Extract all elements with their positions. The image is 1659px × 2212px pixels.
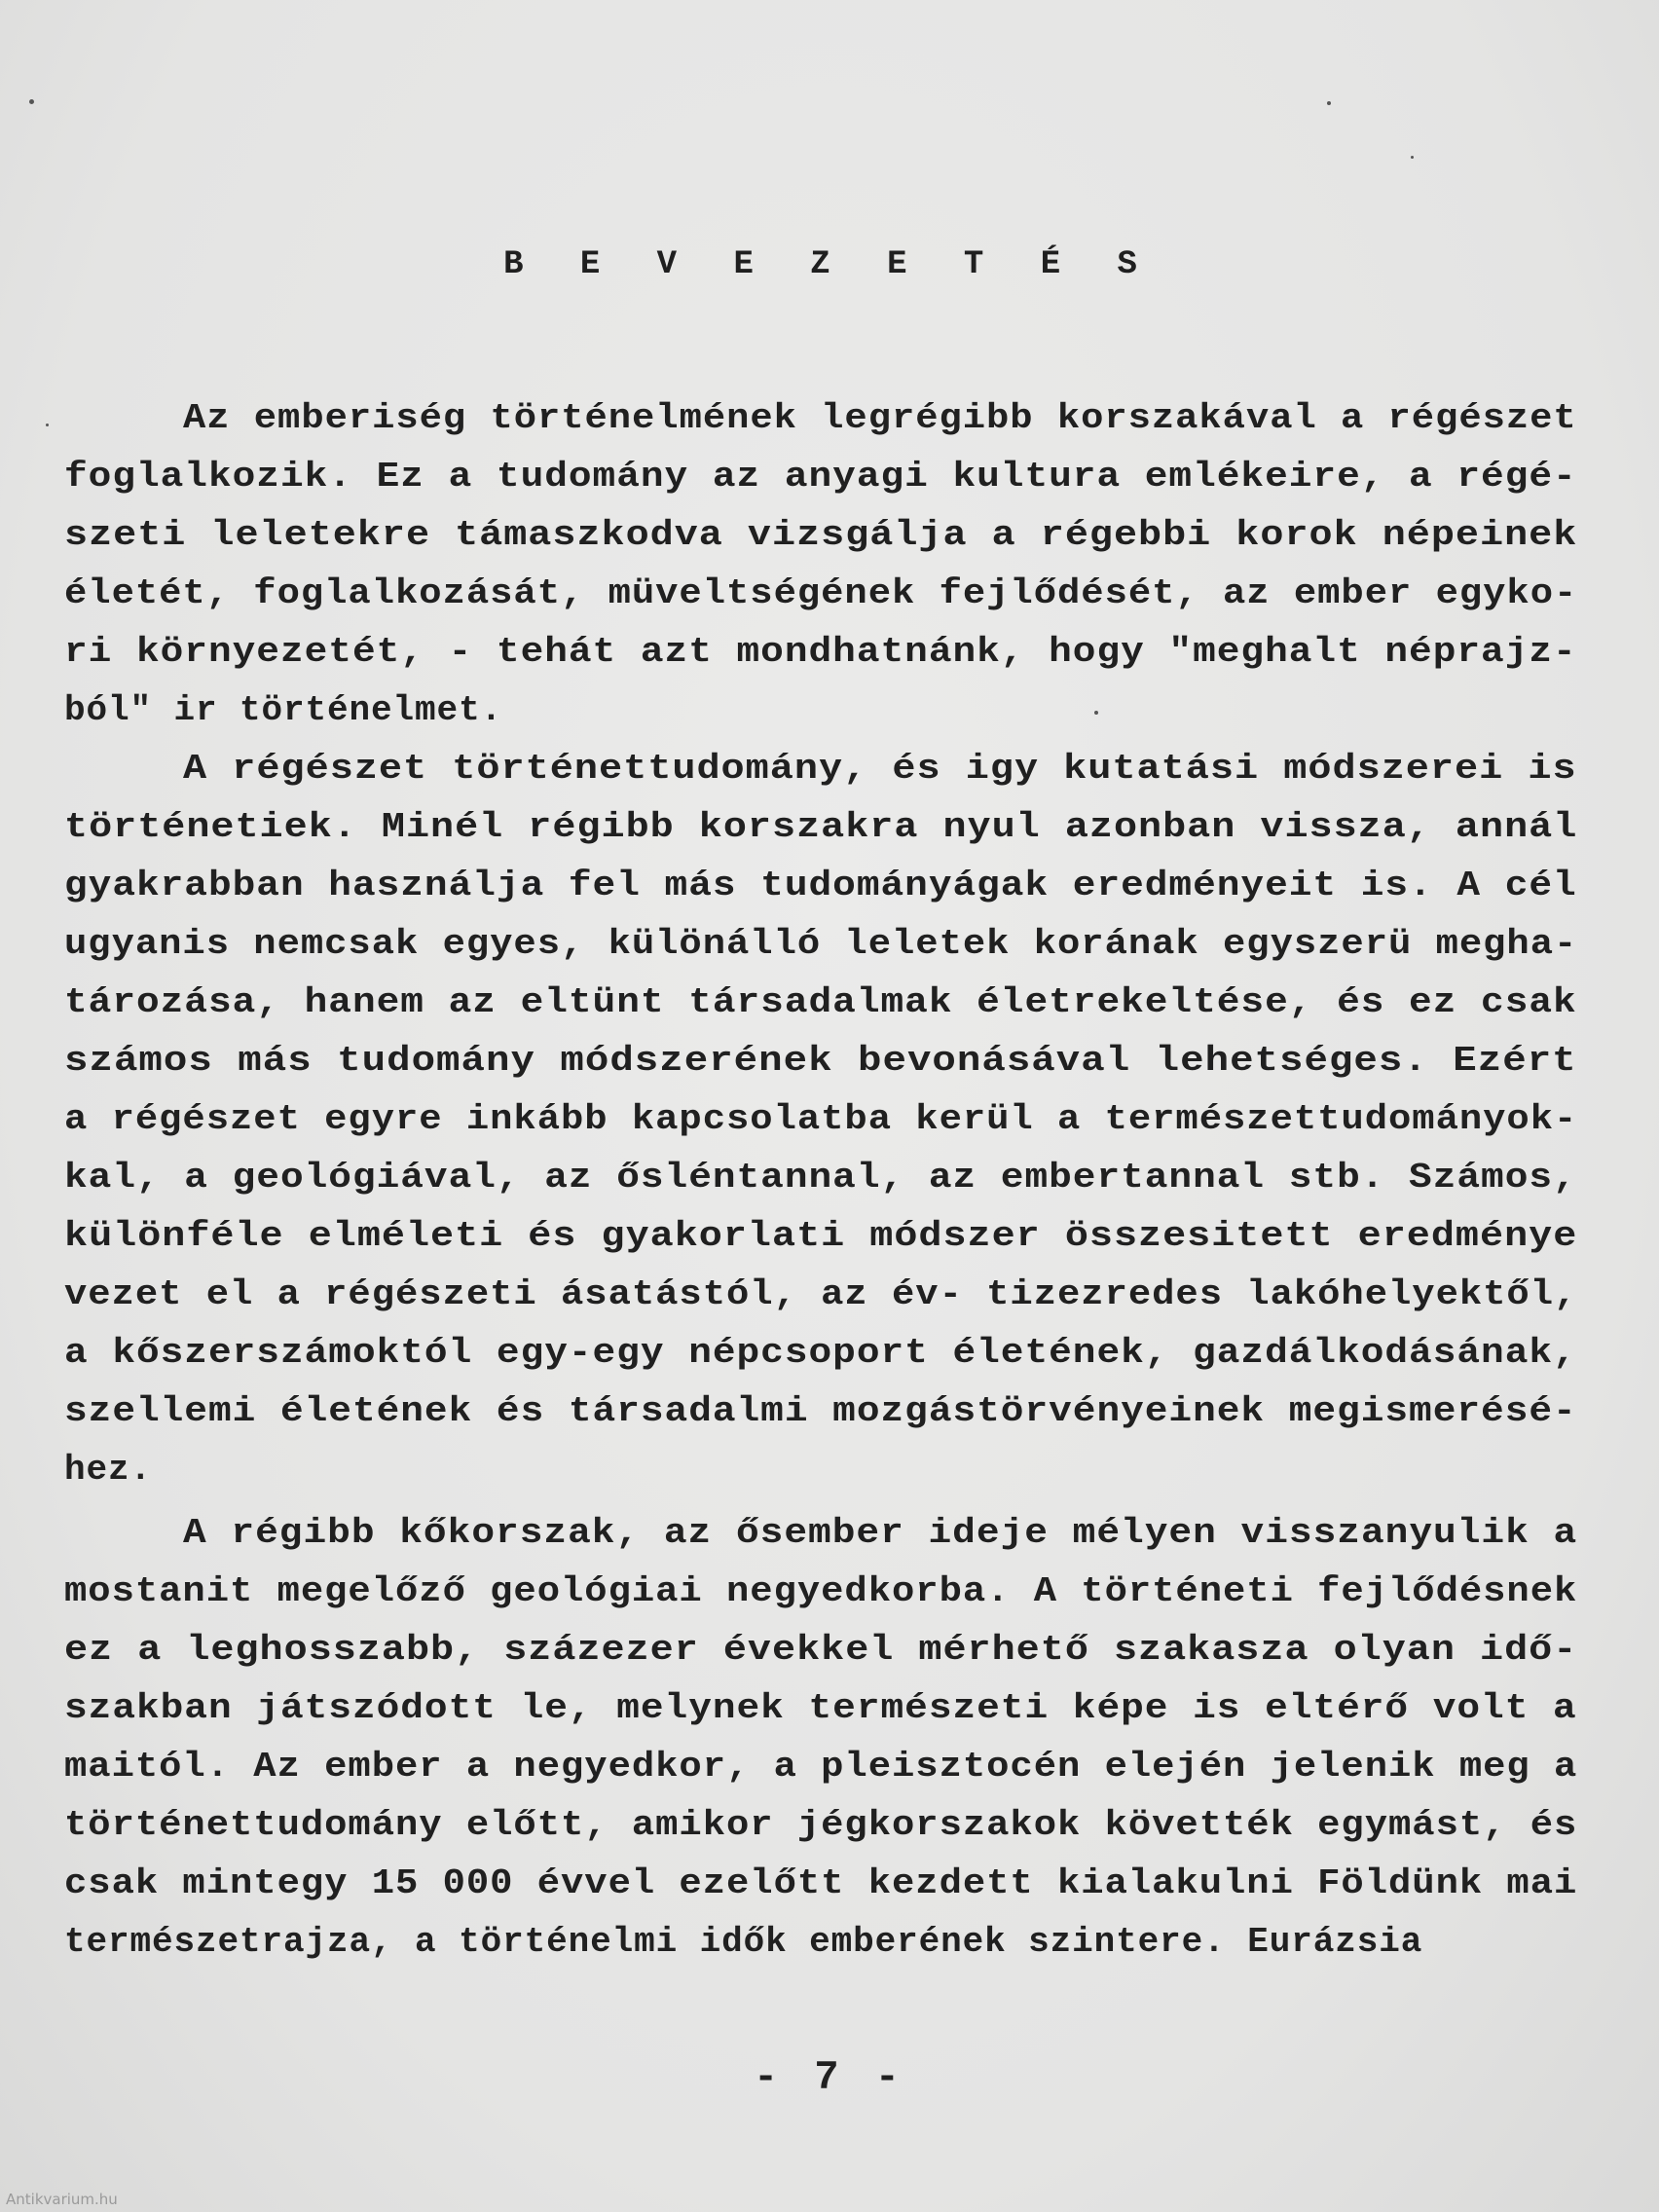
dust-speck: [1094, 711, 1098, 715]
text-line: szakban játszódott le, melynek természeti képe is eltérő volt a: [64, 1688, 1577, 1728]
text-line: gyakrabban használja fel más tudományágak eredményeit is. A cél: [64, 866, 1577, 905]
text-line: ri környezetét, - tehát azt mondhatnánk, hogy "meghalt néprajz-: [64, 632, 1577, 672]
text-line: A régészet történettudomány, és igy kutatási módszerei is: [183, 749, 1577, 789]
dust-speck: [29, 99, 34, 104]
text-line: mostanit megelőző geológiai negyedkorba. A történeti fejlődésnek: [64, 1571, 1578, 1611]
text-line: életét, foglalkozását, müveltségének fejlődését, az ember egyko-: [64, 573, 1578, 613]
text-line: számos más tudomány módszerének bevonásával lehetséges. Ezért: [64, 1041, 1577, 1081]
text-line: A régibb kőkorszak, az ősember ideje mélyen visszanyulik a: [183, 1513, 1578, 1553]
text-line: csak mintegy 15 000 évvel ezelőtt kezdett kialakulni Földünk mai: [64, 1863, 1578, 1903]
page-number: - 7 -: [753, 2054, 906, 2101]
text-line: ugyanis nemcsak egyes, különálló leletek korának egyszerü megha-: [64, 924, 1578, 964]
dust-speck: [46, 424, 49, 426]
watermark: Antikvarium.hu: [6, 2191, 118, 2208]
text-line: vezet el a régészeti ásatástól, az év- tizezredes lakóhelyektől,: [64, 1274, 1578, 1314]
text-line: szeti leletekre támaszkodva vizsgálja a régebbi korok népeinek: [64, 515, 1578, 555]
text-line: különféle elméleti és gyakorlati módszer összesitett eredménye: [64, 1216, 1578, 1256]
text-line: a kőszerszámoktól egy-egy népcsoport életének, gazdálkodásának,: [64, 1333, 1577, 1373]
text-line: ez a leghosszabb, százezer évekkel mérhető szakasza olyan idő-: [64, 1630, 1578, 1670]
text-line: foglalkozik. Ez a tudomány az anyagi kultura emlékeire, a régé-: [64, 457, 1577, 497]
text-line: ból" ir történelmet.: [64, 690, 503, 730]
text-line: szellemi életének és társadalmi mozgástörvényeinek megismerésé-: [64, 1391, 1577, 1431]
chapter-title: B E V E Z E T É S: [503, 246, 1156, 283]
dust-speck: [1411, 156, 1414, 159]
text-line: tározása, hanem az eltünt társadalmak életrekeltése, és ez csak: [64, 982, 1577, 1022]
text-line: történetiek. Minél régibb korszakra nyul azonban vissza, annál: [64, 807, 1578, 847]
text-line: történettudomány előtt, amikor jégkorszakok követték egymást, és: [64, 1805, 1578, 1845]
text-line: maitól. Az ember a negyedkor, a pleisztocén elején jelenik meg a: [64, 1747, 1578, 1787]
text-line: a régészet egyre inkább kapcsolatba kerül a természettudományok-: [64, 1099, 1578, 1139]
text-line: Az emberiség történelmének legrégibb korszakával a régészet: [183, 398, 1577, 438]
text-line: hez.: [64, 1450, 153, 1490]
dust-speck: [1327, 101, 1331, 105]
text-line: természetrajza, a történelmi idők emberének szintere. Eurázsia: [64, 1922, 1423, 1962]
text-line: kal, a geológiával, az ősléntannal, az embertannal stb. Számos,: [64, 1158, 1577, 1198]
